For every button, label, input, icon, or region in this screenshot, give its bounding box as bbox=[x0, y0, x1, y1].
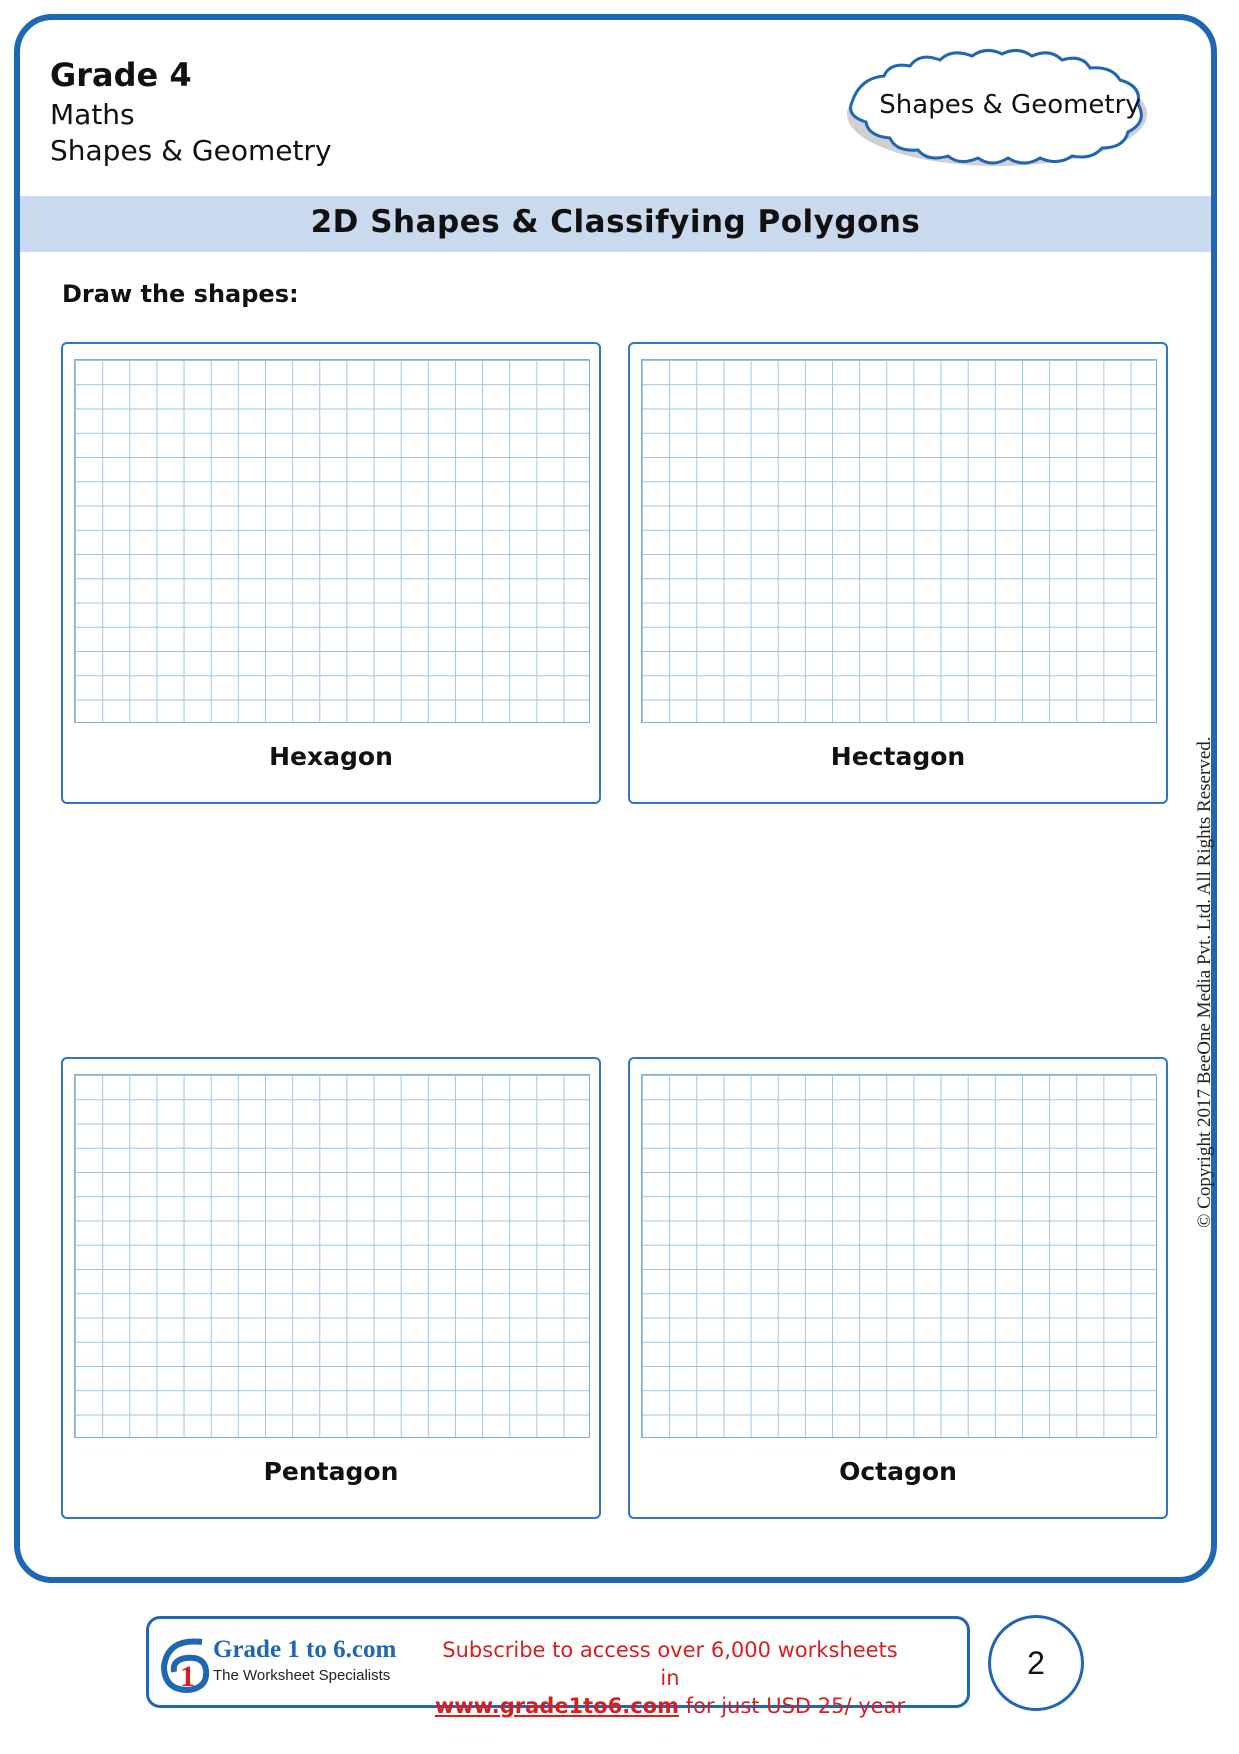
brand-tagline: The Worksheet Specialists bbox=[213, 1667, 391, 1684]
drawing-grid[interactable] bbox=[74, 1074, 590, 1438]
drawing-box-hexagon[interactable] bbox=[61, 342, 601, 804]
subject-heading: Maths bbox=[50, 98, 135, 131]
topic-heading: Shapes & Geometry bbox=[50, 134, 332, 167]
drawing-grid[interactable] bbox=[641, 359, 1157, 723]
shape-label: Pentagon bbox=[263, 1457, 399, 1486]
svg-text:1: 1 bbox=[180, 1660, 195, 1693]
title-band bbox=[20, 196, 1211, 252]
subscribe-promo bbox=[430, 1636, 910, 1720]
website-link[interactable]: www.grade1to6.com bbox=[434, 1694, 679, 1718]
grade1to6-logo-icon bbox=[158, 1634, 214, 1694]
shape-label: Hexagon bbox=[269, 742, 393, 771]
shape-label: Hectagon bbox=[830, 742, 966, 771]
drawing-box-hectagon[interactable] bbox=[628, 342, 1168, 804]
copyright-notice: © Copyright 2017 BeeOne Media Pvt. Ltd. All Rights Reserved. bbox=[1194, 736, 1215, 1228]
promo-price-text: for just USD 25/ year bbox=[679, 1694, 906, 1718]
worksheet-title: 2D Shapes & Classifying Polygons bbox=[310, 204, 921, 240]
promo-line-2 bbox=[430, 1692, 910, 1720]
shape-label: Octagon bbox=[839, 1457, 957, 1486]
promo-line-1: Subscribe to access over 6,000 worksheets in bbox=[442, 1638, 898, 1690]
badge-label: Shapes & Geometry bbox=[879, 90, 1141, 120]
drawing-grid[interactable] bbox=[641, 1074, 1157, 1438]
page-number: 2 bbox=[1027, 1645, 1045, 1681]
grade-heading: Grade 4 bbox=[50, 56, 192, 94]
brand-name: Grade 1 to 6.com bbox=[213, 1636, 397, 1663]
instruction-text: Draw the shapes: bbox=[62, 280, 299, 308]
page-number-badge bbox=[988, 1615, 1084, 1711]
drawing-grid[interactable] bbox=[74, 359, 590, 723]
drawing-box-pentagon[interactable] bbox=[61, 1057, 601, 1519]
drawing-box-octagon[interactable] bbox=[628, 1057, 1168, 1519]
